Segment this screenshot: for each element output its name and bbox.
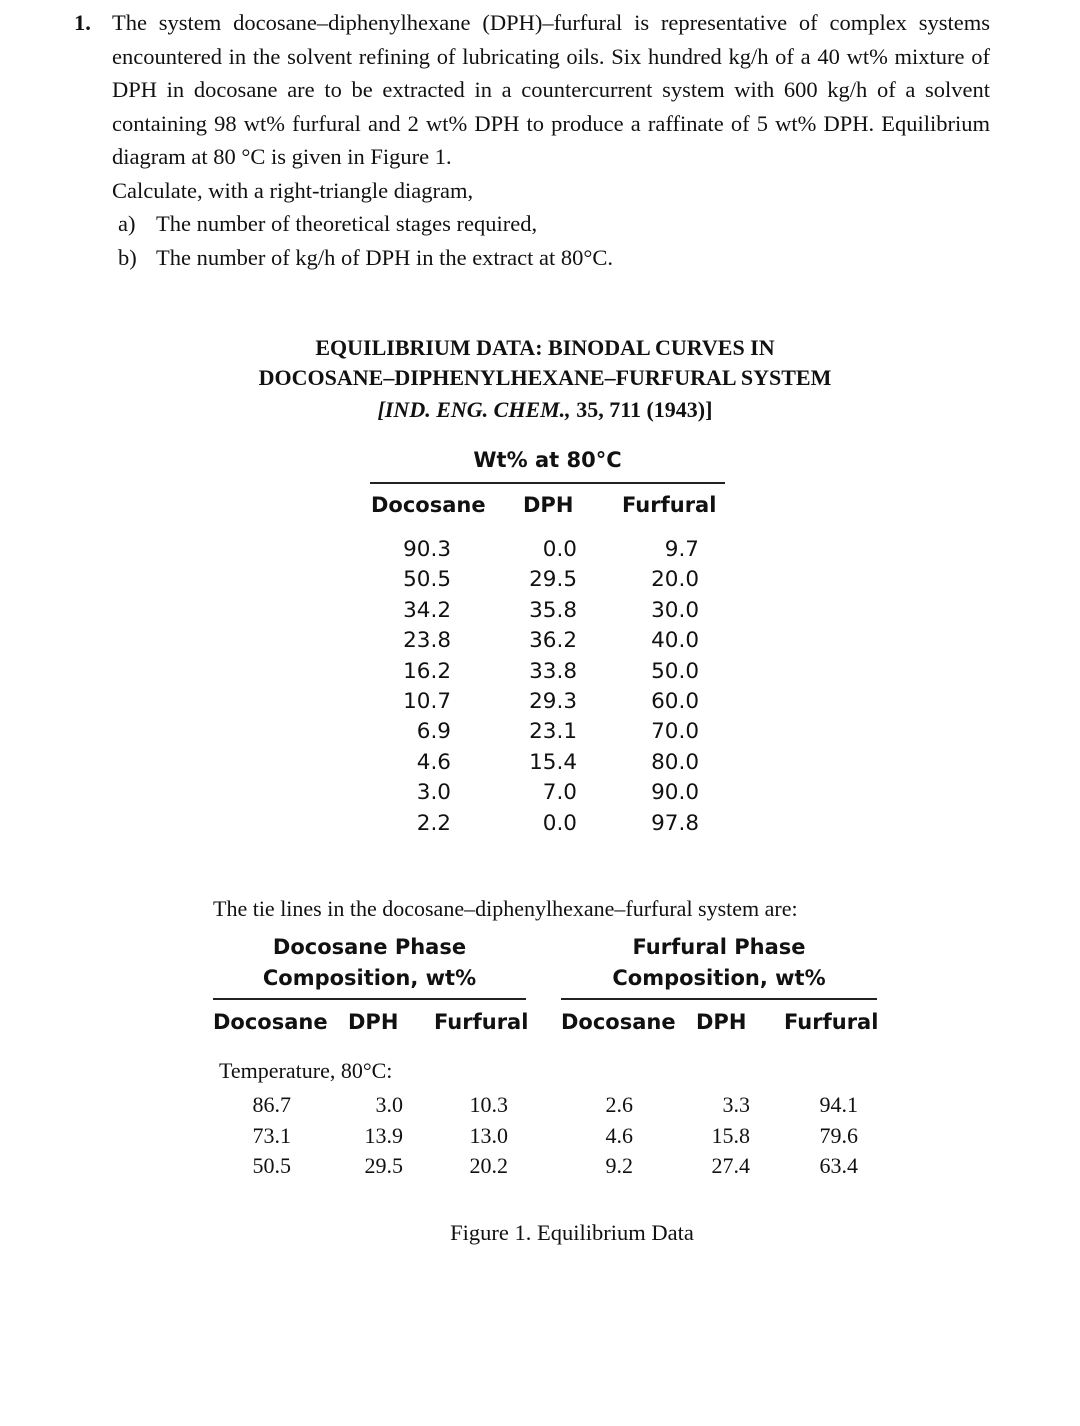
table-cell: 33.8 — [529, 658, 577, 684]
binodal-col-docosane: Docosane — [371, 493, 486, 517]
table-cell: 23.1 — [529, 719, 577, 745]
binodal-title-line2: DOCOSANE–DIPHENYLHEXANE–FURFURAL SYSTEM — [258, 365, 832, 390]
table-cell: 3.0 — [375, 1092, 403, 1117]
binodal-unit-label: Wt% at 80°C — [473, 448, 622, 472]
tie-lines-intro: The tie lines in the docosane–diphenylhexane–furfural system are: — [213, 896, 798, 921]
table-cell: 16.2 — [403, 658, 451, 684]
table-cell: 29.5 — [529, 567, 577, 593]
problem-instruction: Calculate, with a right-triangle diagram, — [112, 177, 474, 203]
problem-number: 1. — [74, 10, 91, 35]
table-cell: 0.0 — [542, 537, 577, 562]
binodal-docosane-column — [403, 535, 451, 839]
tie-dph-extract-column — [712, 1090, 751, 1182]
reference-journal: [IND. ENG. CHEM., — [377, 397, 571, 422]
furfural-phase-header — [561, 932, 877, 994]
tie-col-dph: DPH — [348, 1010, 399, 1034]
table-cell: 23.8 — [403, 628, 451, 654]
table-cell: 0.0 — [542, 810, 577, 836]
binodal-top-rule — [370, 482, 725, 484]
tie-furfural-raffinate-column — [470, 1090, 509, 1182]
tie-col-furfural: Furfural — [434, 1010, 529, 1034]
table-cell: 90.3 — [403, 537, 451, 562]
table-cell: 79.6 — [819, 1122, 858, 1148]
table-cell: 50.5 — [252, 1153, 291, 1178]
problem-paragraph: The system docosane–diphenylhexane (DPH)–furfural is representative of complex systems encountered in the solvent refining of lubricating oils. Six hundred kg/h of a 40 wt% mixture of DPH in docosane are to be extracted in a countercurrent system with 600 kg/h of a solvent containing 98 wt% furfural and 2 wt% DPH to produce a raffinate of 5 wt% DPH. Equilibrium diagram at 80 °C is given in Figure 1. — [112, 10, 990, 169]
binodal-dph-column — [529, 535, 577, 839]
item-label: b) — [118, 244, 137, 270]
binodal-title-line1: EQUILIBRIUM DATA: BINODAL CURVES IN — [315, 335, 775, 360]
item-label: a) — [118, 211, 136, 236]
table-cell: 2.6 — [605, 1092, 633, 1117]
phase-subtitle: Composition, wt% — [262, 966, 477, 990]
table-cell: 3.0 — [416, 780, 451, 806]
phase-subtitle: Composition, wt% — [612, 966, 826, 990]
table-cell: 4.6 — [605, 1122, 633, 1148]
table-cell: 27.4 — [711, 1153, 750, 1178]
table-cell: 50.5 — [403, 567, 451, 593]
table-cell: 29.5 — [364, 1153, 403, 1178]
table-cell: 30.0 — [651, 597, 699, 623]
reference-rest: 35, 711 (1943)] — [570, 397, 713, 422]
figure-caption: Figure 1. Equilibrium Data — [450, 1220, 694, 1245]
table-cell: 6.9 — [416, 719, 451, 745]
tie-col-dph-extract: DPH — [696, 1010, 747, 1034]
phase-title: Docosane Phase — [272, 935, 467, 959]
tie-col-docosane: Docosane — [213, 1010, 328, 1034]
tie-docosane-raffinate-column — [253, 1090, 292, 1182]
problem-item-b — [118, 241, 990, 275]
table-cell: 29.3 — [529, 689, 577, 715]
table-cell: 2.2 — [416, 810, 451, 836]
table-cell: 97.8 — [651, 810, 699, 836]
table-cell: 3.3 — [722, 1092, 750, 1117]
table-cell: 9.2 — [605, 1153, 633, 1178]
binodal-col-furfural: Furfural — [622, 493, 717, 517]
table-cell: 94.1 — [819, 1092, 858, 1117]
table-cell: 73.1 — [252, 1122, 291, 1148]
table-cell: 50.0 — [651, 658, 699, 684]
tie-dph-raffinate-column — [365, 1090, 404, 1182]
table-cell: 34.2 — [403, 597, 451, 623]
table-cell: 86.7 — [252, 1092, 291, 1117]
table-cell: 20.2 — [469, 1153, 508, 1178]
table-cell: 13.9 — [364, 1122, 403, 1148]
table-cell: 35.8 — [529, 597, 577, 623]
table-cell: 20.0 — [651, 567, 699, 593]
binodal-reference — [0, 395, 1080, 424]
table-cell: 80.0 — [651, 749, 699, 775]
tie-furfural-extract-column — [820, 1090, 859, 1182]
table-cell: 63.4 — [819, 1153, 858, 1178]
tie-col-furfural-extract: Furfural — [784, 1010, 879, 1034]
table-cell: 10.7 — [403, 689, 451, 715]
item-text: The number of theoretical stages required, — [156, 211, 538, 236]
docosane-phase-rule — [213, 998, 526, 1000]
furfural-phase-rule — [561, 998, 877, 1000]
table-cell: 60.0 — [651, 689, 699, 715]
table-cell: 10.3 — [469, 1092, 508, 1117]
docosane-phase-header — [213, 932, 526, 994]
tie-col-docosane-extract: Docosane — [561, 1010, 676, 1034]
binodal-col-dph: DPH — [523, 493, 574, 517]
table-cell: 70.0 — [651, 719, 699, 745]
table-cell: 15.4 — [529, 749, 577, 775]
table-cell: 90.0 — [651, 780, 699, 806]
tie-docosane-extract-column — [606, 1090, 634, 1182]
table-cell: 9.7 — [664, 537, 699, 562]
table-cell: 15.8 — [711, 1122, 750, 1148]
binodal-furfural-column — [651, 535, 699, 839]
problem-statement — [74, 6, 990, 274]
temperature-label: Temperature, 80°C: — [219, 1058, 393, 1083]
table-cell: 13.0 — [469, 1122, 508, 1148]
table-cell: 36.2 — [529, 628, 577, 654]
table-cell: 4.6 — [416, 749, 451, 775]
table-cell: 7.0 — [542, 780, 577, 806]
problem-item-a — [118, 207, 990, 241]
phase-title: Furfural Phase — [632, 935, 806, 959]
table-cell: 40.0 — [651, 628, 699, 654]
item-text: The number of kg/h of DPH in the extract at 80°C. — [156, 244, 614, 270]
